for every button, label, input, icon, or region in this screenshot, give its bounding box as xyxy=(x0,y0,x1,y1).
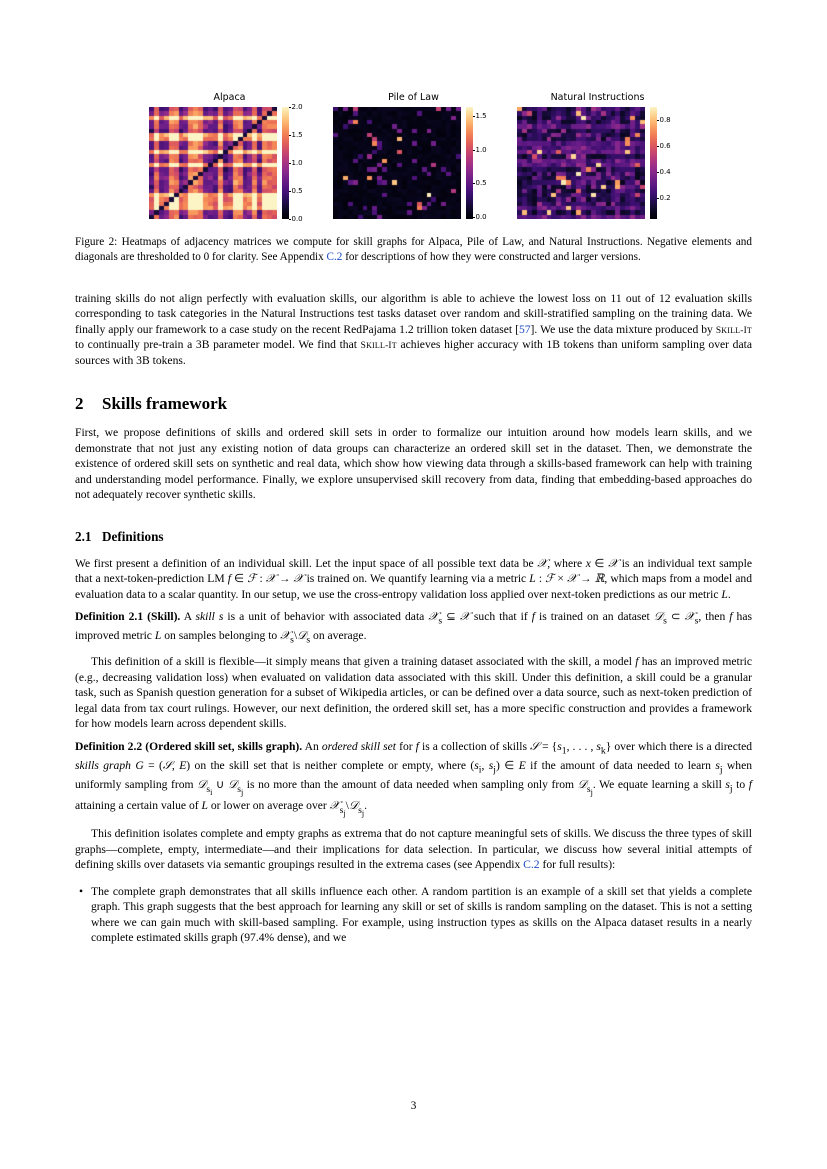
subsection-heading-2-1 xyxy=(75,529,752,545)
heatmap-panel-natural-instructions xyxy=(517,92,679,219)
heatmap-title-alpaca: Alpaca xyxy=(213,92,246,103)
definition-2-1: Definition 2.1 (Skill). A skill s is a unit of behavior with associated data 𝒳$_s$ ⊆ 𝒳 such that if f is trained on an dataset 𝒟$_s$ ⊂ 𝒳$_s$, then f has improved metric L on samples belonging to 𝒳$_s$\𝒟$_s$ on average. xyxy=(75,609,753,646)
colorbar-tick: 2.0 xyxy=(291,103,303,111)
figure-caption-label: Figure 2: xyxy=(75,236,118,248)
definition-2-2-discussion-tail: for full results): xyxy=(539,858,616,872)
section-number: 2 xyxy=(75,394,84,414)
figure-caption-tail: for descriptions of how they were constructed and larger versions. xyxy=(342,250,641,263)
colorbar-tick: 1.5 xyxy=(475,111,487,120)
heatmap-title-natural-instructions: Natural Instructions xyxy=(550,92,645,103)
bullet-list xyxy=(75,884,752,946)
colorbar-ticks-alpaca xyxy=(289,103,311,223)
figure-caption xyxy=(75,235,752,265)
colorbar-tick: 1.0 xyxy=(475,145,487,154)
colorbar-tick: 0.2 xyxy=(659,193,671,202)
colorbar-tick: 0.0 xyxy=(475,212,487,221)
colorbar-alpaca xyxy=(282,103,311,223)
colorbar-tick: 0.4 xyxy=(659,167,671,176)
page-content xyxy=(75,92,752,946)
colorbar-tick: 1.5 xyxy=(291,131,303,139)
definition-2-1-head: Definition 2.1 (Skill). xyxy=(75,610,181,624)
heatmap-panel-pile-of-law xyxy=(333,92,495,219)
heatmap-row xyxy=(149,92,679,223)
colorbar-gradient-alpaca xyxy=(282,107,289,219)
list-item: • The complete graph demonstrates that all skills influence each other. A random partition is an example of a skill set that yields a complete graph. This graph suggests that the best approach for learning any skill or set of skills is random sampling on the dataset. This is not a setting where we can gain much with skill-based sampling. For example, using instruction types as skills on the Alpaca dataset results in a nearly complete estimated skills graph (97.4% dense), and we xyxy=(89,884,752,946)
section-intro-paragraph: First, we propose definitions of skills and ordered skill sets in order to formalize our intuition around how models learn skills, and we demonstrate that not just any existing notion of data groups can characterize an ordered skill set in the dataset. Then, we demonstrate the existence of ordered skill sets on synthetic and real data, which show how viewing data through a skills-based framework can help with training and understanding model performance. Finally, we explore unsupervised skill recovery from data, finding that embedding-based approaches do not adequately recover synthetic skills. xyxy=(75,426,752,502)
heatmap-title-pile-of-law: Pile of Law xyxy=(388,92,439,103)
figure-caption-appendix-link[interactable]: C.2 xyxy=(326,250,343,263)
colorbar-pile-of-law xyxy=(466,107,495,219)
definition-2-2-discussion xyxy=(75,826,752,872)
colorbar-gradient-natural-instructions xyxy=(650,107,657,219)
figure-caption-text: Heatmaps of adjacency matrices we compute for skill graphs for Alpaca, Pile of Law, and Natural Instructions. Negative elements and diagonals are thresholded to 0 for clarity. See Appendix xyxy=(75,236,752,263)
appendix-link-c2[interactable]: C.2 xyxy=(523,858,540,872)
page-number: 3 xyxy=(410,1100,417,1112)
colorbar-tick: 0.8 xyxy=(659,116,671,125)
heatmap-image-pile-of-law xyxy=(333,107,461,219)
definition-2-2-discussion-text: This definition isolates complete and empty graphs as extrema that do not capture meaningful sets of skills. We discuss the three types of skill graphs—complete, empty, intermediate—and their implications for data selection. In particular, we discuss how several initial attempts of defining skills over datasets via semantic groupings resulted in the extrema cases (see Appendix xyxy=(75,827,752,872)
subsection-title: Definitions xyxy=(102,528,164,544)
heatmap-image-natural-instructions xyxy=(517,107,645,219)
citation-link-57[interactable]: 57 xyxy=(518,322,531,336)
heatmap-panel-alpaca xyxy=(149,92,311,223)
definition-2-2-head: Definition 2.2 (Ordered skill set, skills graph). xyxy=(75,739,303,753)
colorbar-tick: 0.6 xyxy=(659,142,671,151)
definitions-paragraph: We first present a definition of an individual skill. Let the input space of all possible text data be 𝒳, where x ∈ 𝒳 is an individual text sample that a next-token-prediction LM f ∈ ℱ : 𝒳 → 𝒳 is trained on. We quantify learning via a metric L : ℱ × 𝒳 → ℝ, which maps from a model and evaluation data to a scalar quantity. In our setup, we use the cross-entropy validation loss applied over next-token predictions as our metric L. xyxy=(75,555,752,601)
colorbar-tick: 0.0 xyxy=(291,215,303,223)
intro-paragraph: training skills do not align perfectly with evaluation skills, our algorithm is able to achieve the lowest loss on 11 out of 12 evaluation skills corresponding to task categories in the Natural Instructions test tasks dataset over random and skill-stratified sampling on the training data. We finally apply our framework to a case study on the recent RedPajama 1.2 trillion token dataset [57]. We use the data mixture produced by SKILL-IT to continually pre-train a 3B parameter model. We find that SKILL-IT achieves higher accuracy with 1B tokens than uniform sampling over data sources with 3B tokens. xyxy=(75,291,752,367)
colorbar-tick: 0.5 xyxy=(475,179,487,188)
colorbar-gradient-pile-of-law xyxy=(466,107,473,219)
colorbar-ticks-pile-of-law xyxy=(473,107,495,219)
definition-2-1-discussion: This definition of a skill is flexible—it simply means that given a training dataset associated with the skill, a model f has an improved metric (e.g., decreasing validation loss) when evaluated on validation data associated with this skill. Under this definition, a skill could be a granular task, such as Spanish question generation for a subset of Wikipedia articles, or can be defined over a data source, such as next-token prediction of legal data from tax court rulings. However, our next definition, the ordered skill set, has a more specific construction and provides a framework for how models learn across dependent skills. xyxy=(75,655,753,731)
section-title: Skills framework xyxy=(102,394,228,414)
definition-2-2: Definition 2.2 (Ordered skill set, skills graph). An ordered skill set for f is a collection of skills 𝒮 = {$s_1$, . . . , $s_k$} over which there is a directed skills graph G = (𝒮, E) on the skill set that is neither complete or empty, where ($s_i$, $s_j$) ∈ E if the amount of data needed to learn $s_j$ when uniformly sampling from 𝒟$_{s_i}$ ∪ 𝒟$_{s_j}$ is no more than the amount of data needed when sampling only from 𝒟$_{s_j}$. We equate learning a skill $s_j$ to f attaining a certain value of L or lower on average over 𝒳$_{s_j}$\𝒟$_{s_j}$. xyxy=(75,738,753,818)
colorbar-natural-instructions xyxy=(650,107,679,219)
colorbar-tick: 1.0 xyxy=(291,159,303,167)
colorbar-ticks-natural-instructions xyxy=(657,107,679,219)
heatmap-image-alpaca xyxy=(149,107,277,219)
figure-2 xyxy=(75,92,752,265)
section-heading-2 xyxy=(75,394,752,414)
subsection-number: 2.1 xyxy=(75,528,92,544)
colorbar-tick: 0.5 xyxy=(291,187,303,195)
